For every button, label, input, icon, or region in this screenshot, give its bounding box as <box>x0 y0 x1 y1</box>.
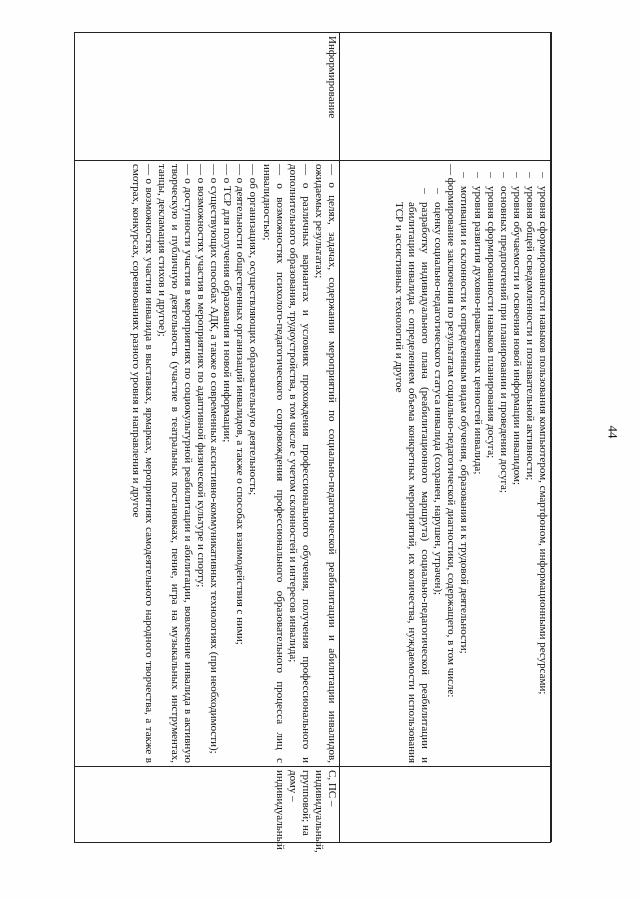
list-item: — о целях, задачах, содержании мероприятий по социально-педагогической реабилитации и абилитации инвалидов, ожидаемых результатах; <box>312 164 338 763</box>
service-form-cell: С, ПС – индивидуальный, групповой; на дому – индивидуальный <box>75 767 340 843</box>
list-item: – основных предпочтений при планировании и проведении досуга; <box>497 172 510 493</box>
list-item: — о возможностях участия в мероприятиях по адаптивной физической культуре и спорту; <box>195 164 208 588</box>
service-content-cell <box>75 161 340 767</box>
list-item: – мотивации и склонности к определенным видам обучения, образования и к трудовой деятельности; <box>458 172 471 654</box>
rotated-table-container <box>73 32 551 853</box>
list-item: — о деятельности общественных организаций инвалидов, а также о способах взаимодействия с ними; <box>234 164 247 645</box>
service-name-cell: Информирование <box>75 33 340 161</box>
list-item: — о возможностях участия инвалида в выставках, ярмарках, мероприятиях самодеятельного народного творчества, а также в смотрах, конкурсах, соревнованиях разного уровня и направления и другое <box>129 164 155 763</box>
list-item: – уровня развития духовно-нравственных ценностей инвалида; <box>471 172 484 475</box>
diagnostic-dash-list <box>457 164 549 763</box>
list-item: – уровня сформированности навыков пользования компьютером, смартфоном, информационными ресурсами; <box>537 172 549 695</box>
page-number: 44 <box>605 425 621 439</box>
table-row <box>340 33 551 843</box>
document-sheet <box>73 32 552 853</box>
list-item: — о доступности участия в мероприятиях по социокультурной реабилитации и абилитации, вовлечение инвалида в активную творческую и публичную деятельность (участие в театральных постановках, пение, игра на музыкальных инструментах, танцы, декламация стихов и другое); <box>155 164 194 763</box>
service-name-cell <box>340 33 551 161</box>
conclusion-sub-list <box>392 164 444 763</box>
list-item: — о возможностях психолого-педагогического сопровождения профессионального образовательного процесса лиц с инвалидностью; <box>260 164 286 763</box>
list-item: — о различных вариантах и условиях прохождения профессионального обучения, получения профессионального и дополнительного образования, трудоустройства, в том числе с учетом склонностей и интересов инвалида; <box>286 164 312 763</box>
list-item: — об организациях, осуществляющих образовательную деятельность; <box>247 164 260 496</box>
service-form-cell <box>340 767 551 843</box>
conclusion-text: — формирование заключения по результатам социально-педагогической диагностики, содержащего, в том числе: <box>445 164 458 698</box>
list-item: – уровня сформированности навыков планирования досуга; <box>484 172 497 459</box>
list-item: – уровня общей осведомленности и познавательной активности; <box>523 172 536 481</box>
list-item: – оценку социально-педагогического статуса инвалида (сохранен, нарушен, утрачен); <box>432 188 445 596</box>
list-item: – уровня обучаемости и освоения новой информации инвалидом; <box>510 172 523 486</box>
service-content-cell <box>340 161 551 767</box>
list-item: – разработку индивидуального плана (реабилитационного маршрута) социально-педагогической реабилитации и абилитации инвалида с определением объема конкретных мероприятий, их количества, нуждаемости использования ТСР и ассистивных технологий и другое <box>392 188 432 763</box>
services-table <box>74 32 551 853</box>
list-item: — о ТСР для получения образования и новой информации; <box>221 164 234 443</box>
table-row <box>75 33 340 843</box>
list-item: — о существующих способах АДК, а также о современных ассистивно-коммуникативных технологиях (при необходимости); <box>208 164 221 754</box>
